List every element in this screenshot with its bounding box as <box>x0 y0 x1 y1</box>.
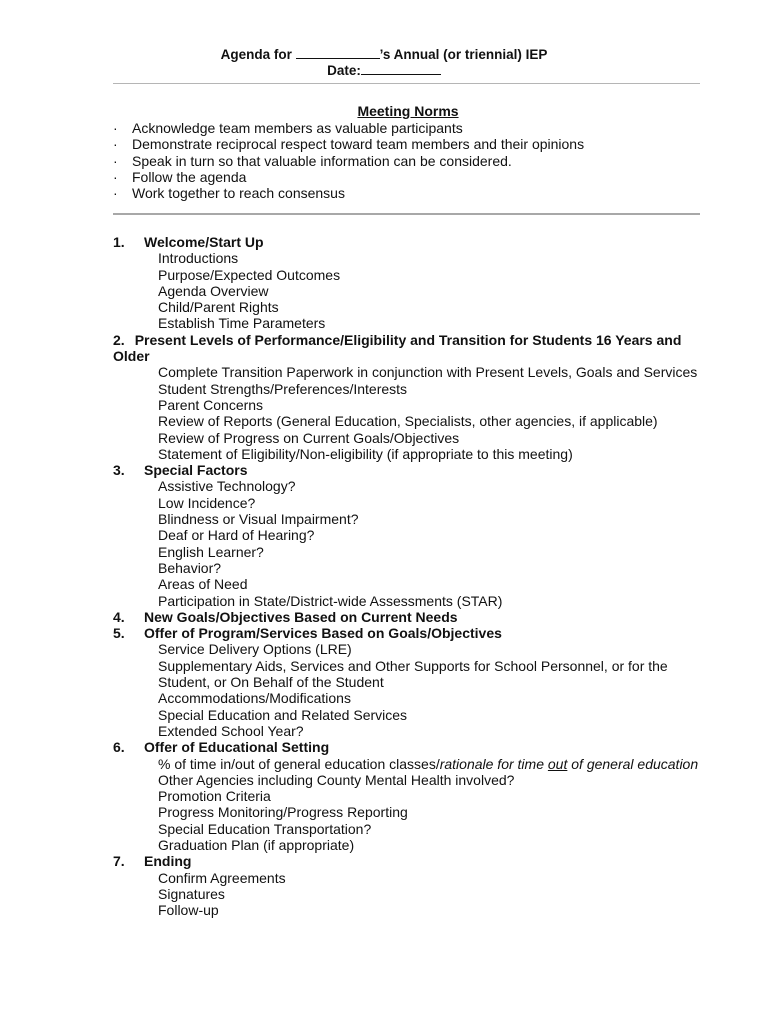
agenda-item: Review of Reports (General Education, Specialists, other agencies, if applicable) <box>158 413 658 430</box>
section-heading <box>113 462 703 478</box>
norm-item <box>113 169 584 185</box>
norm-text: Follow the agenda <box>132 168 247 185</box>
agenda-suffix: ’s Annual (or triennial) IEP <box>379 47 548 62</box>
norm-item <box>113 185 584 201</box>
section-heading <box>113 234 703 250</box>
norm-item <box>113 153 584 169</box>
setting-rationale-end-text: of general education <box>567 755 699 772</box>
bullet-icon: · <box>113 136 118 153</box>
section-title: New Goals/Objectives Based on Current Needs <box>144 608 458 625</box>
norm-item <box>113 136 584 152</box>
agenda-list <box>113 234 703 918</box>
agenda-heading <box>0 46 768 63</box>
agenda-item: Purpose/Expected Outcomes <box>158 266 341 283</box>
section-heading <box>113 739 703 755</box>
setting-text: % of time in/out of general education classes/ <box>158 755 440 772</box>
agenda-item: Special Education and Related Services <box>158 706 408 723</box>
agenda-item: Assistive Technology? <box>158 478 296 495</box>
student-name-blank <box>296 46 380 59</box>
section-number: 6. <box>113 739 125 756</box>
agenda-item: Extended School Year? <box>158 722 304 739</box>
agenda-item: Areas of Need <box>158 576 248 593</box>
agenda-item: Student Strengths/Preferences/Interests <box>158 380 408 397</box>
agenda-item-setting <box>113 756 703 772</box>
norm-item <box>113 120 584 136</box>
bullet-icon: · <box>113 168 118 185</box>
header-divider <box>113 83 700 84</box>
agenda-item: Supplementary Aids, Services and Other Supports for School Personnel, or for the Student, or On Behalf of the Student <box>158 657 668 691</box>
agenda-item: Promotion Criteria <box>158 788 271 805</box>
norms-divider <box>113 213 700 215</box>
norm-text: Speak in turn so that valuable information can be considered. <box>132 152 512 169</box>
date-line <box>0 62 768 79</box>
section-number: 3. <box>113 462 125 479</box>
section-title: Ending <box>144 853 192 870</box>
agenda-item: Blindness or Visual Impairment? <box>158 511 359 528</box>
date-blank <box>361 62 441 75</box>
agenda-item: Child/Parent Rights <box>158 299 279 316</box>
date-label: Date: <box>327 63 361 78</box>
agenda-item: Low Incidence? <box>158 494 256 511</box>
section-number: 5. <box>113 625 125 642</box>
agenda-item: Graduation Plan (if appropriate) <box>158 836 355 853</box>
agenda-prefix: Agenda for <box>220 47 292 62</box>
agenda-item: Signatures <box>158 885 225 902</box>
agenda-item: Confirm Agreements <box>158 869 286 886</box>
setting-out-text: out <box>547 755 568 772</box>
agenda-item: Accommodations/Modifications <box>158 690 351 707</box>
bullet-icon: · <box>113 120 118 136</box>
bullet-icon: · <box>113 185 118 202</box>
agenda-item: Service Delivery Options (LRE) <box>158 641 352 658</box>
section-number: 1. <box>113 234 125 250</box>
section-heading <box>113 332 703 365</box>
section-title: Special Factors <box>144 462 248 479</box>
section-number: 2. <box>113 331 125 348</box>
section-heading <box>113 853 703 869</box>
meeting-norms-list <box>113 120 584 201</box>
setting-rationale-text: rationale for time <box>439 755 548 772</box>
agenda-item: Review of Progress on Current Goals/Objectives <box>158 429 460 446</box>
norm-text: Work together to reach consensus <box>132 185 345 202</box>
agenda-item: Follow-up <box>158 902 219 919</box>
section-heading <box>113 609 703 625</box>
agenda-item: Progress Monitoring/Progress Reporting <box>158 804 408 821</box>
section-number: 7. <box>113 853 125 870</box>
section-title: Offer of Program/Services Based on Goals/Objectives <box>144 625 502 642</box>
section-title: Present Levels of Performance/Eligibility and Transition for Students 16 Years and Older <box>113 331 682 365</box>
norm-text: Demonstrate reciprocal respect toward team members and their opinions <box>132 136 585 153</box>
meeting-norms-title: Meeting Norms <box>357 103 459 119</box>
bullet-icon: · <box>113 152 118 169</box>
agenda-item: English Learner? <box>158 543 264 560</box>
agenda-item: Complete Transition Paperwork in conjunction with Present Levels, Goals and Services <box>158 364 698 381</box>
agenda-item: Behavior? <box>158 559 222 576</box>
agenda-item: Special Education Transportation? <box>158 820 372 837</box>
section-title: Welcome/Start Up <box>144 234 264 250</box>
section-title: Offer of Educational Setting <box>144 739 330 756</box>
agenda-item: Participation in State/District-wide Assessments (STAR) <box>158 592 503 609</box>
agenda-item: Establish Time Parameters <box>158 315 326 332</box>
norm-text: Acknowledge team members as valuable participants <box>132 120 463 136</box>
agenda-item: Introductions <box>158 250 239 267</box>
section-number: 4. <box>113 608 125 625</box>
agenda-item: Parent Concerns <box>158 396 264 413</box>
agenda-item: Other Agencies including County Mental Health involved? <box>158 771 515 788</box>
section-heading <box>113 625 703 641</box>
agenda-item: Deaf or Hard of Hearing? <box>158 527 315 544</box>
agenda-item: Agenda Overview <box>158 282 269 299</box>
agenda-item: Statement of Eligibility/Non-eligibility (if appropriate to this meeting) <box>158 445 573 462</box>
